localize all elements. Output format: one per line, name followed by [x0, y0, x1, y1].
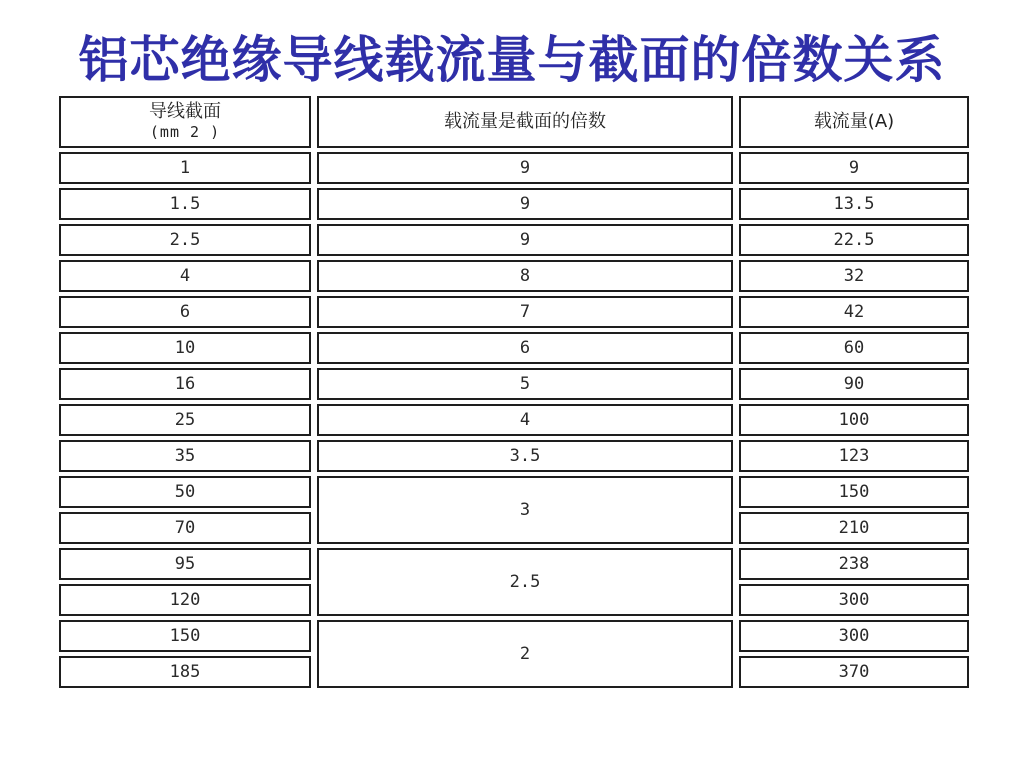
cell-current: 370: [739, 656, 969, 688]
slide-title: 铝芯绝缘导线载流量与截面的倍数关系: [78, 30, 946, 89]
cell-section: 70: [59, 512, 311, 544]
cell-multiple: 9: [317, 152, 733, 184]
header-section-unit: (mm 2 ): [149, 123, 221, 141]
table-grid: [56, 94, 972, 690]
cell-current: 9: [739, 152, 969, 184]
cell-current: 150: [739, 476, 969, 508]
cell-multiple: 7: [317, 296, 733, 328]
cell-section: 1: [59, 152, 311, 184]
cell-section: 10: [59, 332, 311, 364]
cell-current: 210: [739, 512, 969, 544]
cell-section: 4: [59, 260, 311, 292]
cell-section: 16: [59, 368, 311, 400]
cell-current: 90: [739, 368, 969, 400]
cell-section: 6: [59, 296, 311, 328]
header-section: [59, 96, 311, 148]
cell-current: 13.5: [739, 188, 969, 220]
cell-section: 35: [59, 440, 311, 472]
cell-current: 60: [739, 332, 969, 364]
cell-multiple-merged: 2.5: [317, 548, 733, 616]
cell-multiple-merged: 2: [317, 620, 733, 688]
cell-section: 95: [59, 548, 311, 580]
header-current: 载流量(A): [739, 96, 969, 148]
cell-section: 150: [59, 620, 311, 652]
cell-current: 42: [739, 296, 969, 328]
header-multiple: 载流量是截面的倍数: [317, 96, 733, 148]
cell-section: 1.5: [59, 188, 311, 220]
cell-multiple: 8: [317, 260, 733, 292]
cell-section: 50: [59, 476, 311, 508]
cell-multiple: 5: [317, 368, 733, 400]
cell-multiple: 9: [317, 188, 733, 220]
cell-current: 300: [739, 620, 969, 652]
cell-current: 100: [739, 404, 969, 436]
cell-section: 25: [59, 404, 311, 436]
cell-multiple-merged: 3: [317, 476, 733, 544]
data-table: [56, 94, 972, 690]
cell-current: 22.5: [739, 224, 969, 256]
cell-current: 123: [739, 440, 969, 472]
cell-section: 120: [59, 584, 311, 616]
cell-section: 185: [59, 656, 311, 688]
header-section-label: 导线截面: [149, 101, 221, 122]
cell-multiple: 6: [317, 332, 733, 364]
cell-current: 300: [739, 584, 969, 616]
cell-current: 32: [739, 260, 969, 292]
cell-multiple: 3.5: [317, 440, 733, 472]
cell-section: 2.5: [59, 224, 311, 256]
cell-multiple: 4: [317, 404, 733, 436]
cell-multiple: 9: [317, 224, 733, 256]
cell-current: 238: [739, 548, 969, 580]
